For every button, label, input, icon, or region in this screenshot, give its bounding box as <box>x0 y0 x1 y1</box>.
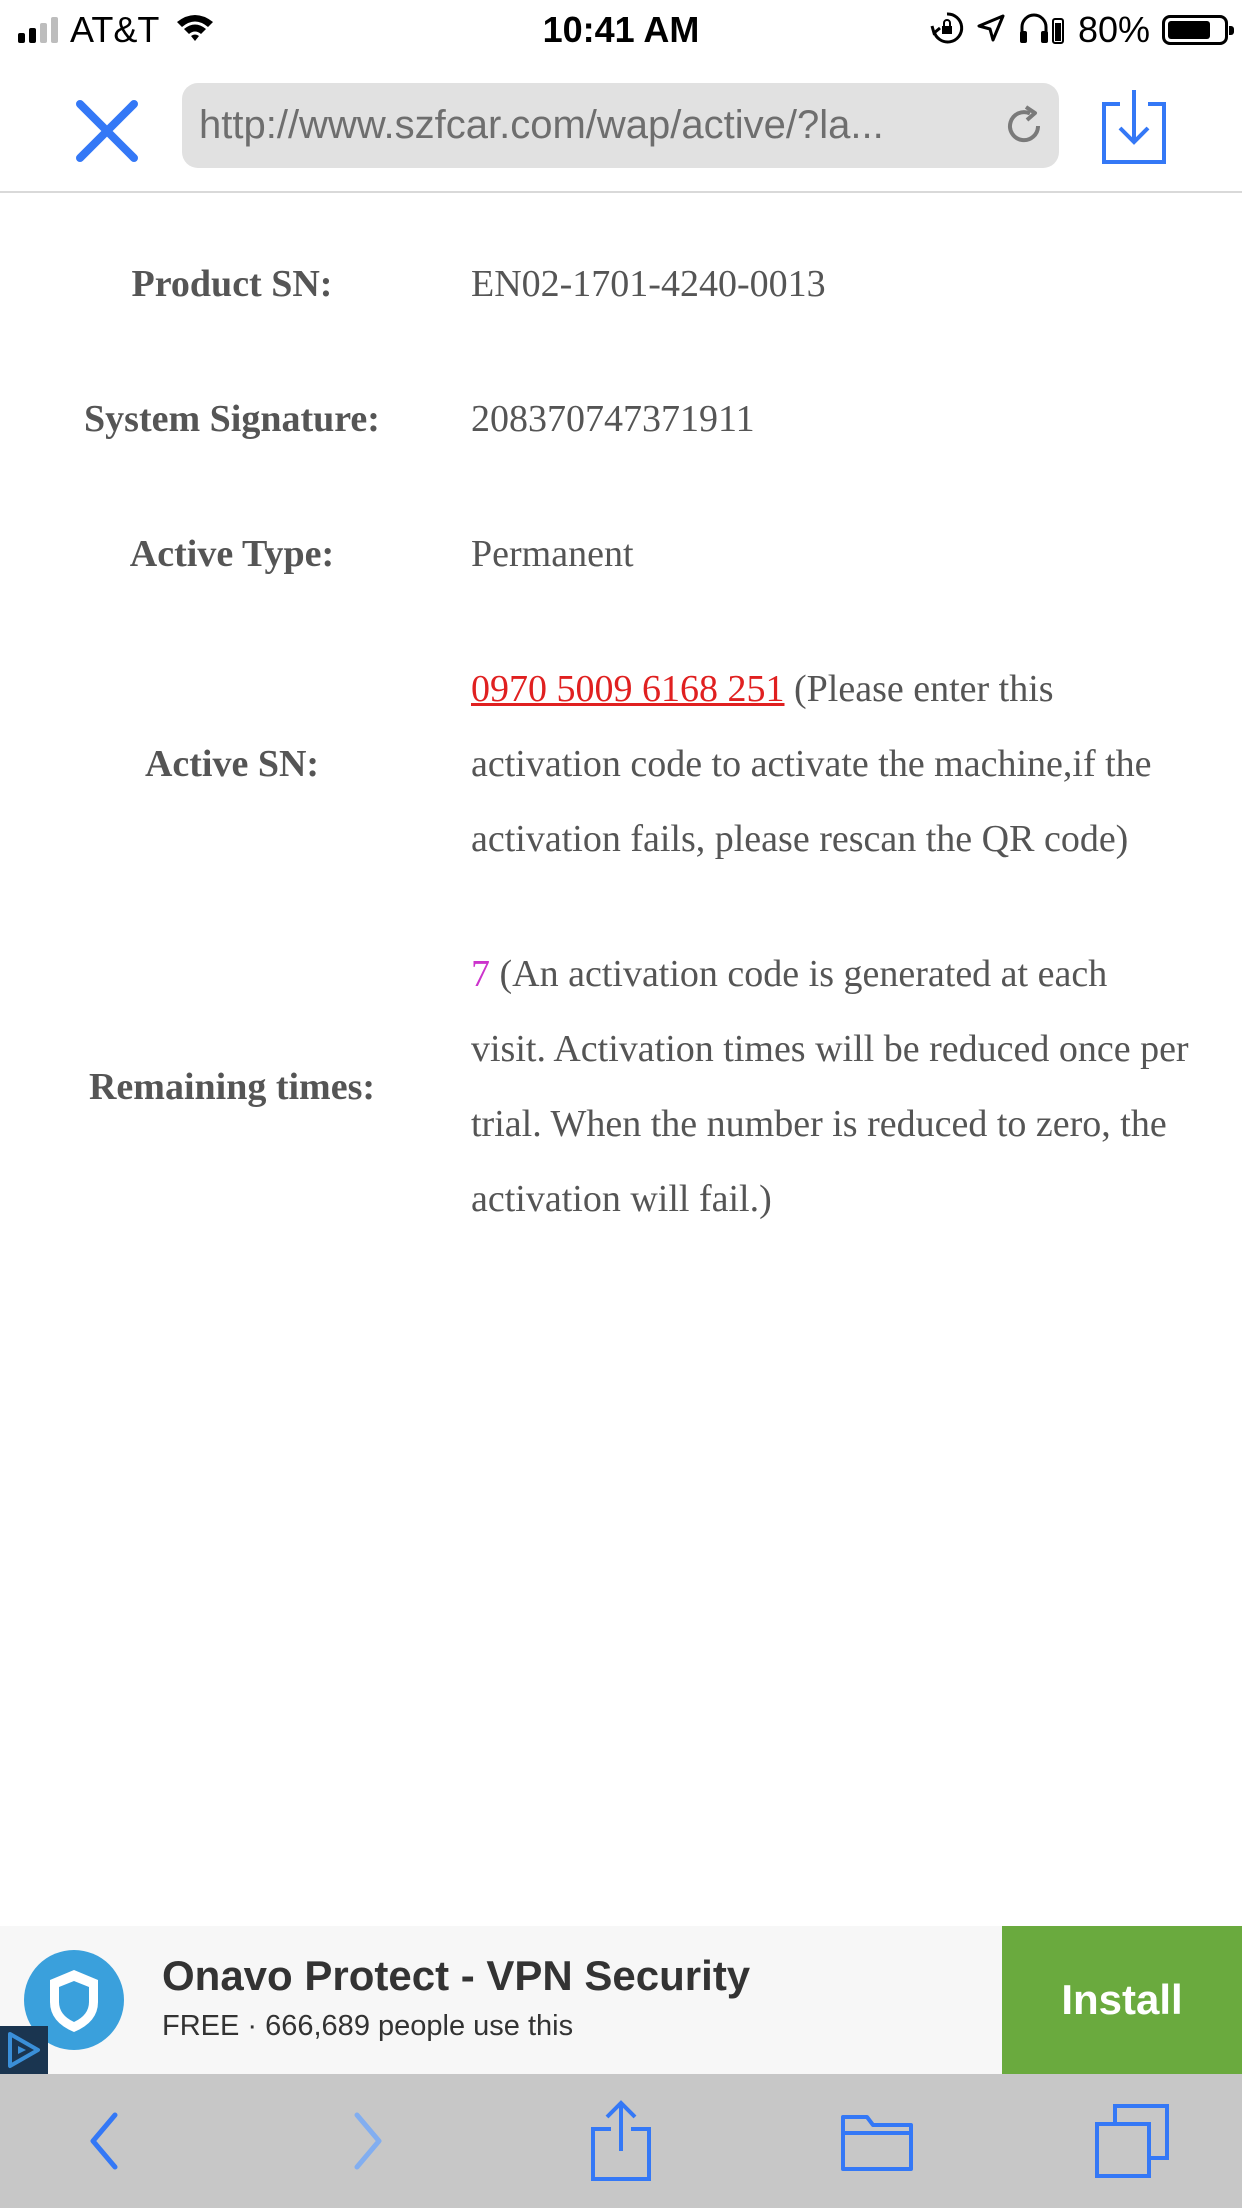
tabs-button[interactable] <box>1072 2074 1192 2208</box>
tabs-icon <box>1093 2102 1171 2180</box>
close-icon <box>68 92 146 170</box>
remaining-count: 7 <box>471 953 490 995</box>
ad-subtitle: FREE · 666,689 people use this <box>162 2010 574 2042</box>
folder-icon <box>839 2109 915 2173</box>
headphones-battery-icon <box>1018 11 1066 50</box>
active-type-label: Active Type: <box>129 533 335 575</box>
carrier-name: AT&T <box>70 9 160 50</box>
remaining-times-note: (An activation code is generated at each visit. Activation times will be reduced once per trial. When the number is reduced to zero, the activation will fail.) <box>471 953 1189 1220</box>
active-sn-value <box>471 652 1191 877</box>
chevron-left-icon <box>85 2109 125 2173</box>
system-signature-row <box>0 382 1242 457</box>
active-type-row <box>0 517 1242 592</box>
browser-top-bar <box>0 60 1242 193</box>
activation-code-note: (Please enter this activation code to activate the machine,if the activation fails, please rescan the QR code) <box>471 668 1152 860</box>
chevron-right-icon <box>347 2109 387 2173</box>
bookmarks-button[interactable] <box>817 2074 937 2208</box>
reload-icon <box>1001 103 1047 149</box>
active-type-value: Permanent <box>471 533 634 575</box>
browser-toolbar <box>0 2074 1242 2208</box>
status-bar-right <box>930 8 1228 52</box>
remaining-times-row <box>0 937 1242 1237</box>
system-signature-value: 208370747371911 <box>471 398 755 440</box>
orientation-lock-icon <box>930 11 964 50</box>
share-icon <box>589 2099 653 2183</box>
ad-choices-icon[interactable] <box>0 2026 48 2074</box>
install-button[interactable]: Install <box>1002 1926 1242 2074</box>
back-button[interactable] <box>45 2074 165 2208</box>
system-signature-label: System Signature: <box>84 398 380 440</box>
share-button[interactable] <box>561 2074 681 2208</box>
status-time: 10:41 AM <box>542 9 700 50</box>
status-bar <box>0 0 1242 60</box>
ad-title: Onavo Protect - VPN Security <box>162 1952 751 1999</box>
download-icon <box>1100 86 1168 166</box>
product-sn-label: Product SN: <box>131 263 333 305</box>
reload-button[interactable] <box>1001 103 1047 149</box>
download-button[interactable] <box>1100 86 1168 166</box>
battery-percentage: 80% <box>1077 9 1150 50</box>
activation-code-link[interactable]: 0970 5009 6168 251 <box>471 668 785 710</box>
remaining-times-value <box>471 937 1191 1237</box>
active-sn-row <box>0 652 1242 877</box>
battery-fill <box>1168 21 1210 39</box>
remaining-times-label: Remaining times: <box>88 1066 376 1108</box>
location-icon <box>976 13 1006 48</box>
active-sn-label: Active SN: <box>144 743 320 785</box>
address-bar[interactable] <box>182 83 1059 168</box>
forward-button[interactable] <box>307 2074 427 2208</box>
battery-icon <box>1162 15 1228 45</box>
product-sn-value: EN02-1701-4240-0013 <box>471 263 826 305</box>
ad-banner[interactable] <box>0 1926 1242 2074</box>
product-sn-row <box>0 247 1242 322</box>
close-button[interactable] <box>68 92 146 170</box>
url-text[interactable]: http://www.szfcar.com/wap/active/?la... <box>199 103 884 147</box>
